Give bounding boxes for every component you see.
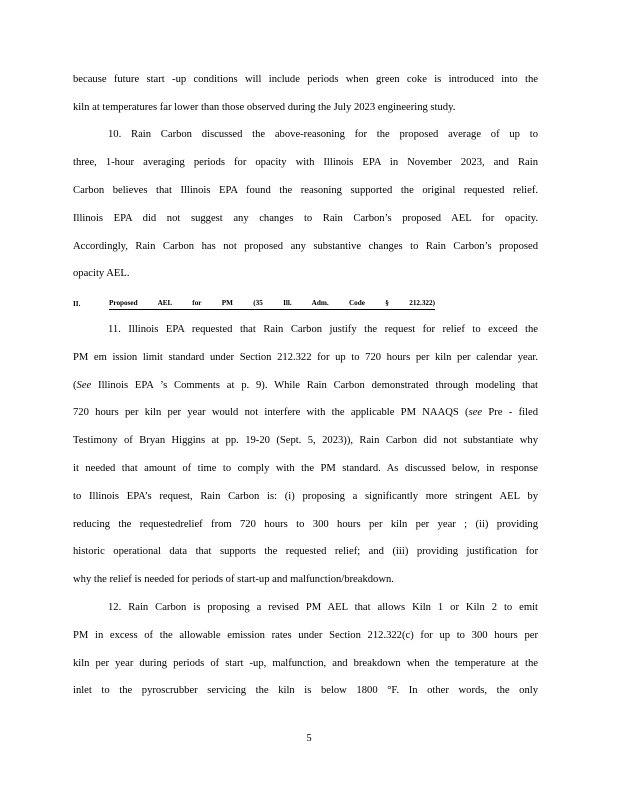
paragraph-line: three, 1-hour averaging periods for opacity with Illinois EPA in November 2023, and Rain bbox=[73, 157, 538, 168]
page-number: 5 bbox=[306, 733, 312, 744]
paragraph-11-first-line: 11. Illinois EPA requested that Rain Carbon justify the request for relief to exceed the bbox=[108, 324, 538, 335]
line-text: Pre - filed bbox=[482, 407, 538, 418]
paragraph-line: Accordingly, Rain Carbon has not proposed any substantive changes to Rain Carbon’s proposed bbox=[73, 241, 538, 252]
paragraph-10-first-line: 10. Rain Carbon discussed the above-reasoning for the proposed average of up to bbox=[108, 129, 538, 140]
paragraph-line: kiln at temperatures far lower than those observed during the July 2023 engineering study. bbox=[73, 102, 456, 113]
paragraph-line: reducing the requestedrelief from 720 hours to 300 hours per kiln per year ; (ii) providing bbox=[73, 519, 538, 530]
paragraph-line: Illinois EPA did not suggest any changes to Rain Carbon’s proposed AEL for opacity. bbox=[73, 213, 538, 224]
paragraph-line: why the relief is needed for periods of start-up and malfunction/breakdown. bbox=[73, 574, 394, 585]
paragraph-12-first-line: 12. Rain Carbon is proposing a revised PM AEL that allows Kiln 1 or Kiln 2 to emit bbox=[108, 602, 538, 613]
paragraph-line: to Illinois EPA’s request, Rain Carbon is: (i) proposing a significantly more stringent AEL by bbox=[73, 491, 538, 502]
paragraph-line: PM in excess of the allowable emission rates under Section 212.322(c) for up to 300 hours per bbox=[73, 630, 538, 641]
paragraph-line bbox=[73, 379, 538, 393]
section-number: II. bbox=[73, 300, 81, 308]
paragraph-line: inlet to the pyroscrubber servicing the kiln is below 1800 °F. In other words, the only bbox=[73, 685, 538, 696]
line-text: 720 hours per kiln per year would not interfere with the applicable PM NAAQS ( bbox=[73, 407, 469, 418]
paragraph-line: historic operational data that supports the requested relief; and (iii) providing justification for bbox=[73, 546, 538, 557]
paragraph-line: PM em ission limit standard under Section 212.322 for up to 720 hours per kiln per calendar year. bbox=[73, 352, 538, 363]
section-title: Proposed AEL for PM (35 Ill. Adm. Code § 212.322) bbox=[109, 297, 435, 310]
paragraph-line: kiln per year during periods of start -up, malfunction, and breakdown when the temperature at the bbox=[73, 658, 538, 669]
paragraph-line: Carbon believes that Illinois EPA found the reasoning supported the original requested relief. bbox=[73, 185, 538, 196]
paren-text: ( bbox=[73, 380, 77, 391]
citation-signal: See bbox=[76, 380, 92, 391]
paragraph-line: Testimony of Bryan Higgins at pp. 19-20 (Sept. 5, 2023)), Rain Carbon did not substantiate why bbox=[73, 435, 538, 446]
line-text: Illinois EPA ’s Comments at p. 9). While Rain Carbon demonstrated through modeling that bbox=[91, 380, 538, 391]
paragraph-line bbox=[73, 406, 538, 420]
paragraph-line: it needed that amount of time to comply with the PM standard. As discussed below, in response bbox=[73, 463, 538, 474]
paragraph-line: opacity AEL. bbox=[73, 268, 130, 279]
paragraph-line: because future start -up conditions will include periods when green coke is introduced into the bbox=[73, 74, 538, 85]
citation-signal: see bbox=[468, 407, 483, 418]
